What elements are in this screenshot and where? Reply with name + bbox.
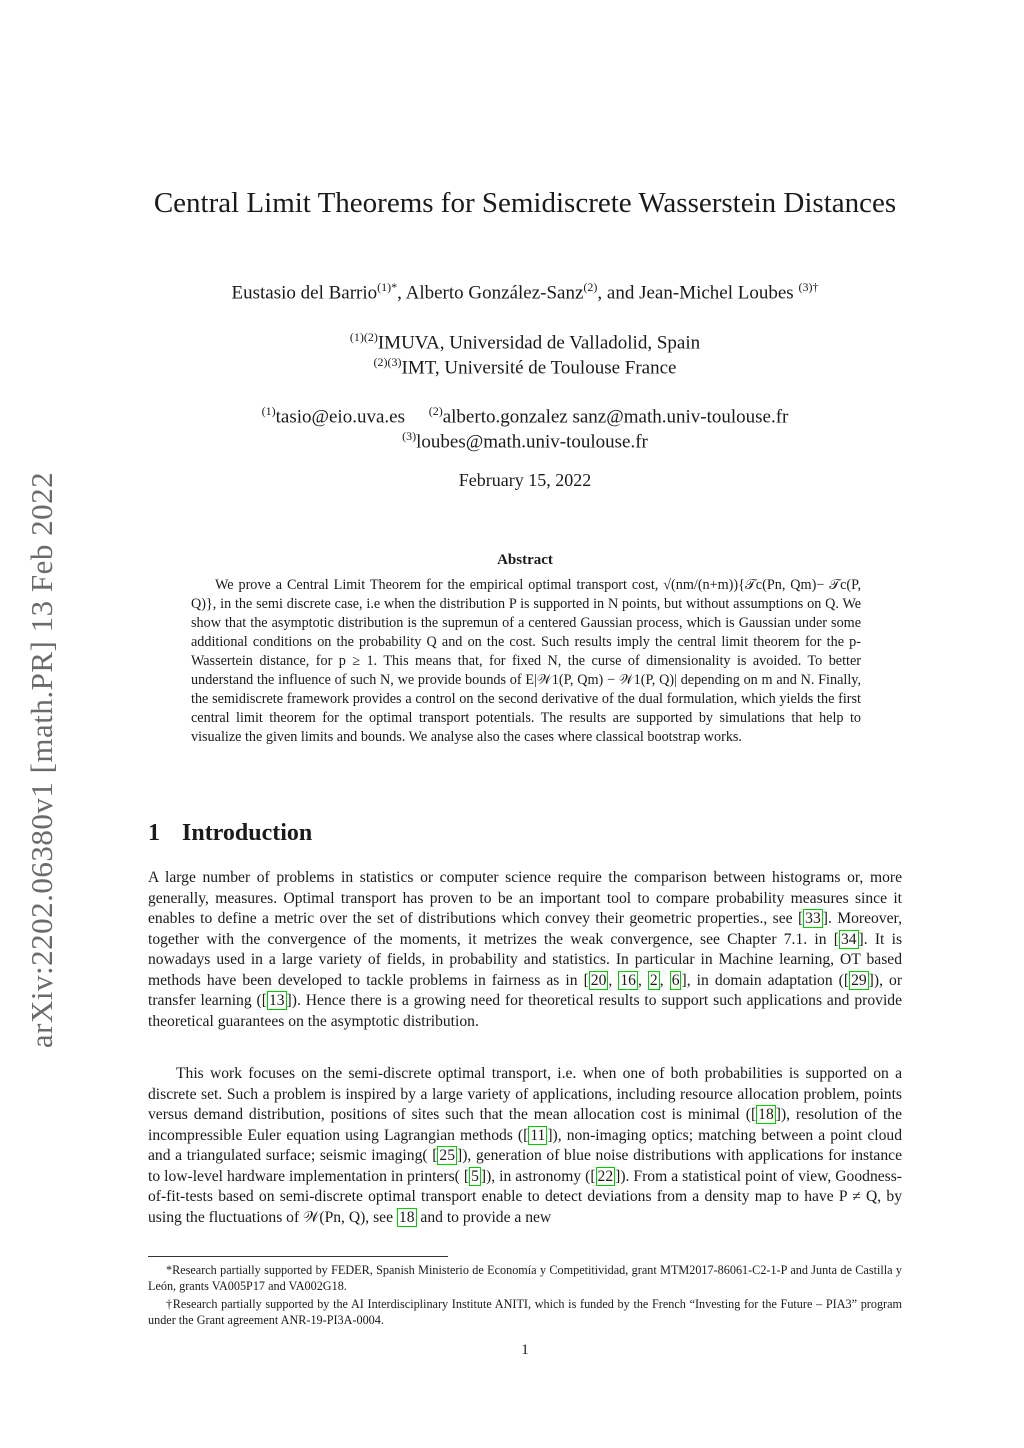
- author-conjunction: , and: [597, 282, 640, 304]
- p1-text-5: ), or transfer learning (: [148, 971, 903, 1009]
- citation-link[interactable]: 18: [398, 1208, 415, 1226]
- author-1: Eustasio del Barrio: [231, 282, 378, 304]
- section-number: 1: [148, 820, 160, 846]
- abstract-heading: Abstract: [497, 552, 553, 568]
- intro-paragraph-1: A large number of problems in statistics or computer science require the comparison between histograms or, more generally, measures. Optimal transport has proven to be an important tool to compare probability measures since it enables to define a metric over the set of distributions which convey their geometric properties., see [ 33 ]. Moreover, together with the convergence of the moments, it metrizes the weak convergence, see Chapter 7.1. in [ 34 ]. It is nowadays used in a large variety of fields, in probability and statistics. In particular in Machine learning, OT based methods have been developed to tackle problems in fairness as in [ 20 , 16 , 2 , 6 ], in domain adaptation ([ 29 ]), or transfer learning ([ 13 ]). Hence there is a growing need for theoretical results to support such applications and provide theoretical guarantees on the asymptotic distribution.: [148, 869, 903, 1030]
- email-line-2: [148, 429, 902, 453]
- citation-link[interactable]: 33: [805, 910, 821, 927]
- footnote-1: *Research partially supported by FEDER, Spanish Ministerio de Economía y Competitividad, grant MTM2017-86061-C2-1-P and Junta de Castilla y León, grants VA005P17 and VA002G18.: [148, 1263, 902, 1293]
- citation-link[interactable]: 2: [649, 971, 658, 989]
- email-line-1: [148, 404, 902, 428]
- affiliation-2-sup: (2)(3): [373, 355, 402, 369]
- email-1-sup: (1): [261, 404, 276, 418]
- email-1[interactable]: tasio@eio.uva.es: [275, 406, 405, 428]
- paper-title: Central Limit Theorems for Semidiscrete Wasserstein Distances: [153, 187, 897, 219]
- email-3[interactable]: loubes@math.univ-toulouse.fr: [416, 431, 648, 453]
- author-1-footnote-mark: *: [391, 280, 398, 294]
- p1-text-6: ). Hence there is a growing need for theoretical results to support such applications and provide theoretical guarantees on the asymptotic distribution.: [148, 992, 903, 1030]
- section-title: Introduction: [182, 820, 313, 846]
- p1-text-3: . It is nowadays used in a large variety of fields, in probability and statistics. In particular in Machine learning, OT based methods have been developed to tackle problems in fairness as in: [148, 930, 903, 989]
- citation-link[interactable]: 6: [671, 971, 680, 989]
- citation-link[interactable]: 34: [840, 930, 857, 948]
- citation-link[interactable]: 11: [530, 1126, 546, 1144]
- citation-link[interactable]: 25: [439, 1147, 455, 1164]
- affiliation-1-sup: (1)(2): [349, 330, 378, 344]
- p1-text-2: . Moreover, together with the convergence of the moments, it metrizes the weak convergence, see Chapter 7.1. in: [148, 910, 902, 948]
- affiliation-2: [148, 355, 902, 379]
- page-number: 1: [521, 1342, 529, 1358]
- citation-link[interactable]: 16: [620, 971, 636, 989]
- author-3-affil: (3)†: [798, 280, 819, 294]
- p1-text-1: A large number of problems in statistics or computer science require the comparison between histograms or, more generally, measures. Optimal transport has proven to be an important tool to compare probability measures since it enables to define a metric over the set of distributions which convey their geometric properties., see: [148, 869, 902, 927]
- author-1-affil: (1): [377, 280, 392, 294]
- arxiv-side-stamp: [22, 430, 62, 1090]
- affiliation-1: [148, 330, 902, 354]
- p2-text-2: ), resolution of the incompressible Euler equation using Lagrangian methods (: [148, 1106, 902, 1144]
- citation-link[interactable]: 5: [471, 1167, 479, 1185]
- footnote-2: †Research partially supported by the AI Interdisciplinary Institute ANITI, which is funded by the French “Investing for the Future – PIA3” program under the Grant agreement ANR-19-PI3A-0004.: [148, 1297, 902, 1327]
- affiliation-1-text: IMUVA, Universidad de Valladolid, Spain: [377, 332, 701, 354]
- author-3: Jean-Michel Loubes: [639, 282, 794, 304]
- paper-date: February 15, 2022: [458, 470, 592, 490]
- author-2: Alberto González-Sanz: [405, 282, 584, 304]
- p2-text-3: ), non-imaging optics; matching between a point cloud and a triangulated surface; seismic imaging(: [148, 1126, 902, 1164]
- arxiv-identifier: arXiv:2202.06380v1 [math.PR] 13 Feb 2022: [24, 471, 59, 1049]
- affiliation-2-text: IMT, Université de Toulouse France: [401, 357, 677, 379]
- citation-link[interactable]: 18: [758, 1106, 774, 1123]
- email-2[interactable]: alberto.gonzalez sanz@math.univ-toulouse.fr: [442, 406, 789, 428]
- footnote-divider: [148, 1256, 448, 1257]
- email-3-sup: (3): [402, 429, 417, 443]
- author-2-affil: (2): [583, 280, 598, 294]
- citation-link[interactable]: 29: [851, 971, 867, 989]
- section-heading: [148, 820, 312, 847]
- p2-text-7: and to provide a new: [416, 1208, 552, 1226]
- author-list: Eustasio del Barrio$^{(1)*}$, Alberto González-Sanz$^{(2)}$, and Jean-Michel Loubes $^{(3)\dagger}$: [231, 280, 819, 304]
- p2-text-6: ). From a statistical point of view, Goodness-of-fit-tests based on semi-discrete optimal transport enable to detect deviations from a density map to have P ≠ Q, by using the fluctuations of 𝒲(Pn, Q), see: [148, 1167, 902, 1226]
- p2-text-4: ), generation of blue noise distributions with applications for instance to low-level hardware implementation in printers(: [148, 1147, 902, 1185]
- abstract-text: We prove a Central Limit Theorem for the empirical optimal transport cost, √(nm/(n+m)){𝒯c(Pn, Qm)− 𝒯c(P, Q)}, in the semi discrete case, i.e when the distribution P is supported in N points, but without assumptions on Q. We show that the asymptotic distribution is the supremun of a centered Gaussian process, which is Gaussian under some additional conditions on the probability Q and on the cost. Such results imply the central limit theorem for the p-Wassertein distance, for p ≥ 1. This means that, for fixed N, the curse of dimensionality is avoided. To better understand the influence of such N, we provide bounds of E|𝒲1(P, Qm) − 𝒲1(P, Q)| depending on m and N. Finally, the semidiscrete framework provides a control on the second derivative of the dual formulation, which yields the first central limit theorem for the optimal transport potentials. The results are supported by simulations that help to visualize the given limits and bounds. We analyse also the cases where classical bootstrap works.: [191, 577, 861, 745]
- citation-link[interactable]: 22: [597, 1167, 614, 1185]
- p2-text-1: This work focuses on the semi-discrete optimal transport, i.e. when one of both probabilities is supported on a discrete set. Such a problem is inspired by a large variety of applications, including resource allocation problem, points versus demand distribution, positions of sites such that the mean allocation cost is minimal (: [148, 1065, 902, 1123]
- intro-paragraph-2: This work focuses on the semi-discrete optimal transport, i.e. when one of both probabilities is supported on a discrete set. Such a problem is inspired by a large variety of applications, including resource allocation problem, points versus demand distribution, positions of sites such that the mean allocation cost is minimal ([ 18 ]), resolution of the incompressible Euler equation using Lagrangian methods ([ 11 ]), non-imaging optics; matching between a point cloud and a triangulated surface; seismic imaging( [ 25 ]), generation of blue noise distributions with applications for instance to low-level hardware implementation in printers( [ 5 ]), in astronomy ([ 22 ]). From a statistical point of view, Goodness-of-fit-tests based on semi-discrete optimal transport enable to detect deviations from a density map to have P ≠ Q, by using the fluctuations of 𝒲(Pn, Q), see 18 and to provide a new: [148, 1065, 902, 1226]
- citation-link[interactable]: 20: [590, 971, 607, 989]
- email-2-sup: (2): [428, 404, 443, 418]
- p2-text-5: ), in astronomy (: [486, 1167, 591, 1185]
- citation-link[interactable]: 13: [268, 992, 285, 1009]
- abstract-body: [191, 576, 861, 747]
- p1-text-4: , in domain adaptation (: [686, 971, 844, 989]
- footnotes: [148, 1262, 902, 1330]
